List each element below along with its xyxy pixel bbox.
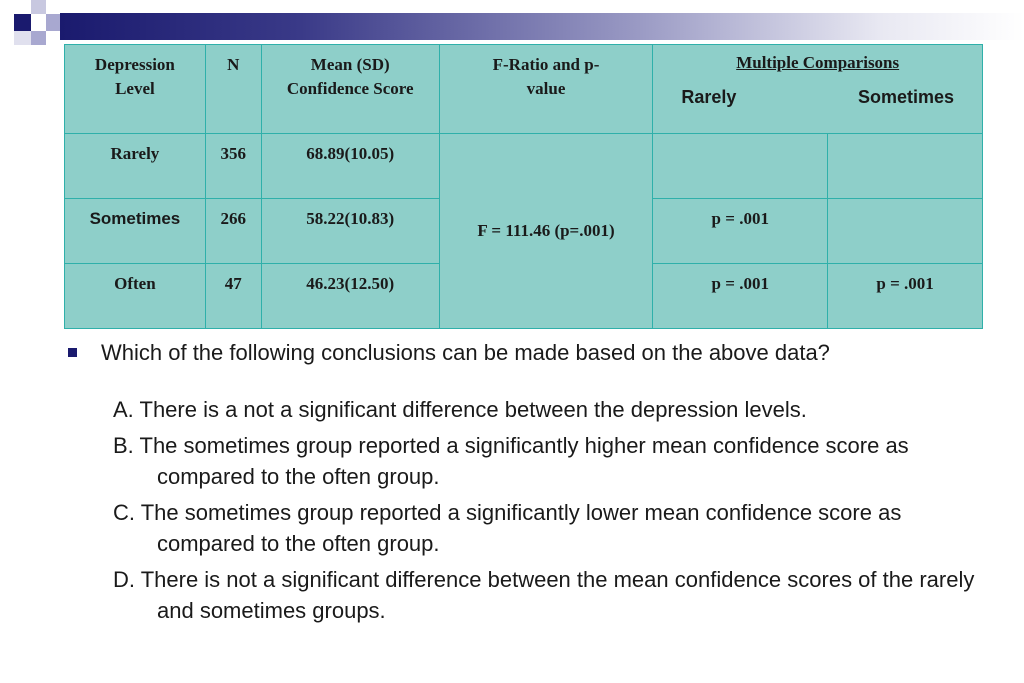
question — [68, 340, 830, 366]
cell-mc-rarely: p = .001 — [653, 199, 828, 264]
answer-d: D. There is not a significant difference between the mean confidence scores of the rarely and sometimes groups. — [113, 567, 975, 623]
decorative-square — [31, 31, 46, 45]
answer-list — [113, 394, 993, 631]
header-n: N — [205, 45, 261, 134]
bullet-icon — [68, 348, 77, 357]
cell-mc-sometimes — [828, 199, 983, 264]
cell-mean: 68.89(10.05) — [261, 134, 439, 199]
decorative-square — [14, 14, 31, 31]
cell-n: 47 — [205, 264, 261, 329]
header-f-ratio: F-Ratio and p-value — [439, 45, 653, 134]
cell-mc-rarely: p = .001 — [653, 264, 828, 329]
decorative-square — [46, 14, 60, 31]
cell-level: Sometimes — [65, 199, 206, 264]
cell-mc-rarely — [653, 134, 828, 199]
answer-a: A. There is a not a significant difference between the depression levels. — [113, 397, 807, 422]
header-mean: Mean (SD) Confidence Score — [261, 45, 439, 134]
cell-mean: 58.22(10.83) — [261, 199, 439, 264]
decorative-square — [31, 0, 46, 14]
cell-mc-sometimes — [828, 134, 983, 199]
mc-rarely-label: Rarely — [681, 87, 737, 107]
answer-c: C. The sometimes group reported a significantly lower mean confidence score as compared to the often group. — [113, 500, 902, 556]
table-header-row — [65, 45, 983, 134]
decorative-square — [14, 31, 31, 45]
answer-b: B. The sometimes group reported a significantly higher mean confidence score as compared to the often group. — [113, 433, 909, 489]
multiple-comparisons-title: Multiple Comparisons — [736, 53, 900, 72]
cell-mean: 46.23(12.50) — [261, 264, 439, 329]
table-row — [65, 134, 983, 199]
title-bar-gradient — [60, 13, 1024, 40]
cell-level: Rarely — [65, 134, 206, 199]
anova-table — [64, 44, 983, 329]
header-multiple-comparisons — [653, 45, 983, 134]
cell-mc-sometimes: p = .001 — [828, 264, 983, 329]
cell-n: 266 — [205, 199, 261, 264]
mc-sometimes-label: Sometimes — [857, 87, 954, 107]
header-depression-level: Depression Level — [65, 45, 206, 134]
cell-n: 356 — [205, 134, 261, 199]
cell-level: Often — [65, 264, 206, 329]
question-text: Which of the following conclusions can be made based on the above data? — [101, 340, 830, 365]
cell-f-value: F = 111.46 (p=.001) — [439, 134, 653, 329]
